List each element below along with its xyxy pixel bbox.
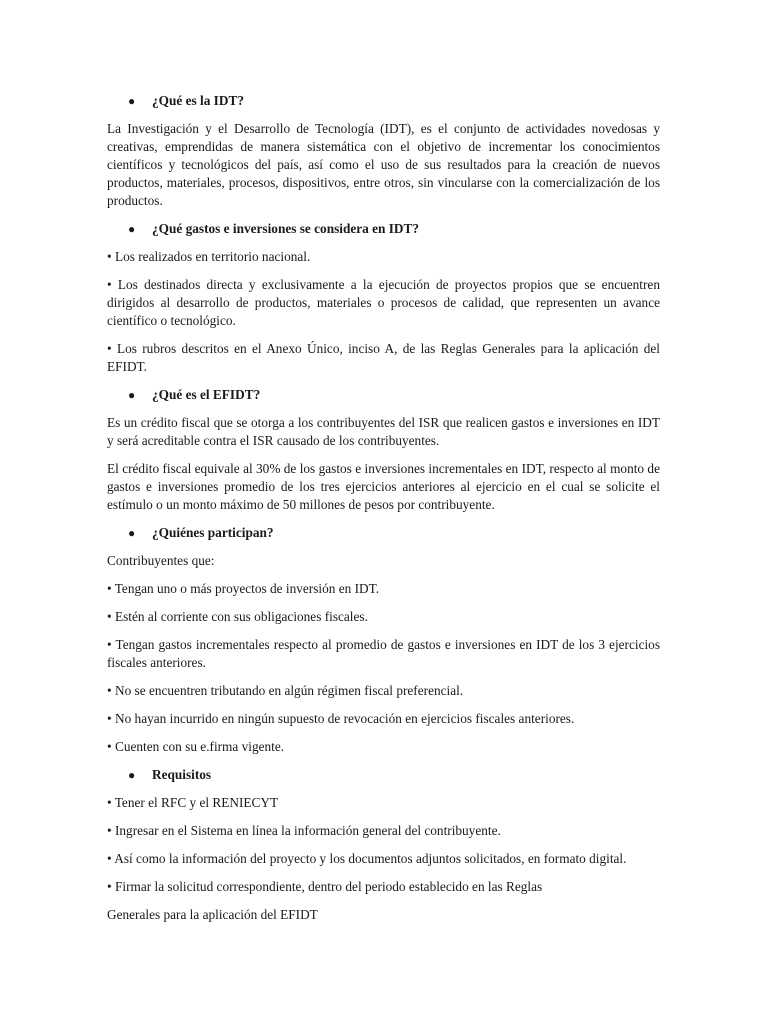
list-item-requisitos: • Firmar la solicitud correspondiente, dentro del periodo establecido en las Reglas bbox=[107, 879, 543, 894]
bullet-icon: ● bbox=[128, 222, 136, 236]
list-item-gastos: • Los rubros descritos en el Anexo Único, inciso A, de las Reglas Generales para la aplicación del EFIDT. bbox=[107, 341, 660, 374]
bullet-icon: ● bbox=[128, 526, 136, 540]
list-item-participan: • No hayan incurrido en ningún supuesto de revocación en ejercicios fiscales anteriores. bbox=[107, 711, 575, 726]
heading-text: ¿Qué es el EFIDT? bbox=[152, 387, 261, 402]
list-item-participan: • Estén al corriente con sus obligaciones fiscales. bbox=[107, 609, 368, 624]
bullet-icon: ● bbox=[128, 94, 136, 108]
heading-text: ¿Qué gastos e inversiones se considera en IDT? bbox=[152, 221, 420, 236]
paragraph-efidt-definition: Es un crédito fiscal que se otorga a los contribuyentes del ISR que realicen gastos e inversiones en IDT y será acreditable contra el ISR causado de los contribuyentes. bbox=[107, 415, 660, 448]
heading-que-es-idt bbox=[107, 92, 660, 110]
heading-requisitos bbox=[107, 766, 660, 784]
paragraph-contribuyentes-intro: Contribuyentes que: bbox=[107, 553, 215, 568]
bullet-icon: ● bbox=[128, 388, 136, 402]
list-item-requisitos: • Ingresar en el Sistema en línea la información general del contribuyente. bbox=[107, 823, 501, 838]
heading-gastos-inversiones bbox=[107, 220, 660, 238]
heading-que-es-efidt bbox=[107, 386, 660, 404]
list-item-participan: • No se encuentren tributando en algún régimen fiscal preferencial. bbox=[107, 683, 464, 698]
paragraph-efidt-credito: El crédito fiscal equivale al 30% de los gastos e inversiones incrementales en IDT, respecto al monto de gastos e inversiones promedio de los tres ejercicios anteriores al ejercicio en el cual se solicite el estímulo o un monto máximo de 50 millones de pesos por contribuyente. bbox=[107, 461, 660, 512]
list-item-gastos: • Los realizados en territorio nacional. bbox=[107, 249, 311, 264]
list-item-gastos: • Los destinados directa y exclusivamente a la ejecución de proyectos propios que se encuentren dirigidos al desarrollo de productos, materiales o procesos de calidad, que representen un avance científico o tecnológico. bbox=[107, 277, 660, 328]
bullet-icon: ● bbox=[128, 768, 136, 782]
heading-quienes-participan bbox=[107, 524, 660, 542]
list-item-requisitos: • Así como la información del proyecto y los documentos adjuntos solicitados, en formato digital. bbox=[107, 851, 627, 866]
paragraph-idt-definition: La Investigación y el Desarrollo de Tecnología (IDT), es el conjunto de actividades novedosas y creativas, emprendidas de manera sistemática con el objetivo de incrementar los conocimientos científicos y tecnológicos del país, así como el uso de sus resultados para la creación de nuevos productos, materiales, procesos, dispositivos, entre otros, sin vincularse con la comercialización de los productos. bbox=[107, 121, 660, 208]
heading-text: ¿Qué es la IDT? bbox=[152, 93, 244, 108]
list-item-requisitos: • Tener el RFC y el RENIECYT bbox=[107, 795, 279, 810]
list-item-participan: • Tengan uno o más proyectos de inversión en IDT. bbox=[107, 581, 380, 596]
list-item-participan: • Cuenten con su e.firma vigente. bbox=[107, 739, 285, 754]
heading-text: Requisitos bbox=[152, 767, 212, 782]
paragraph-requisitos-tail: Generales para la aplicación del EFIDT bbox=[107, 907, 318, 922]
heading-text: ¿Quiénes participan? bbox=[152, 525, 274, 540]
list-item-participan: • Tengan gastos incrementales respecto al promedio de gastos e inversiones en IDT de los 3 ejercicios fiscales anteriores. bbox=[107, 637, 660, 670]
